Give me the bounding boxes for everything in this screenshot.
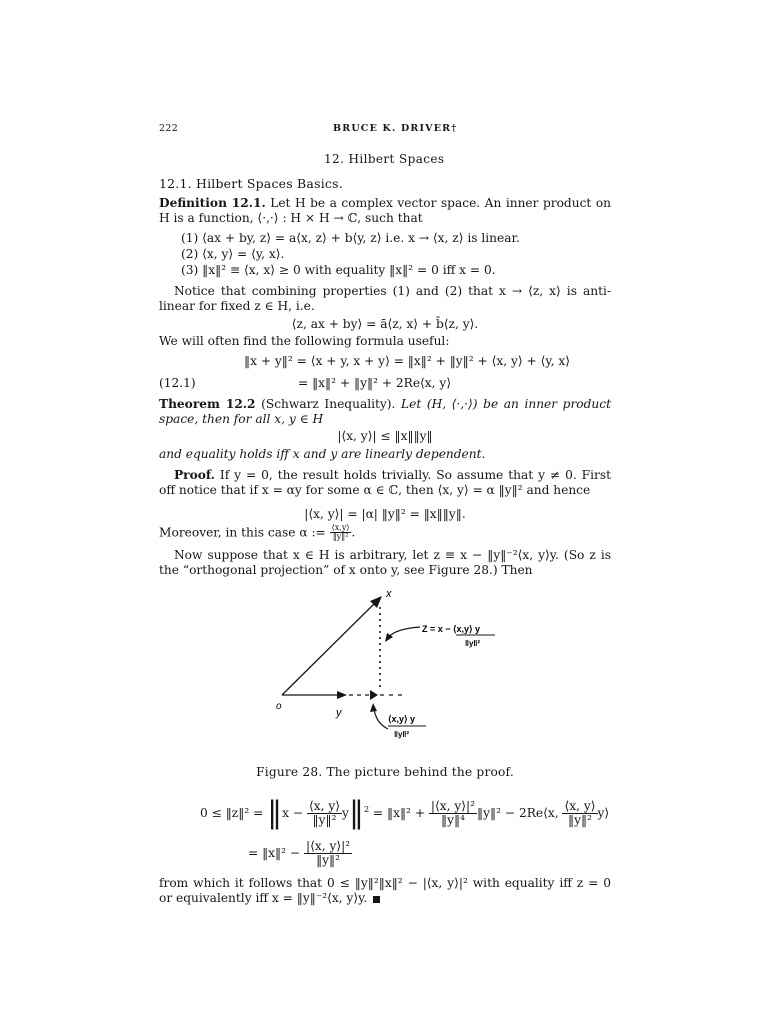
final-eq-fraction-4 [304,840,352,867]
norm-open: ‖ [267,795,283,831]
final-eq-inner-x: x − [282,805,304,820]
vector-y-arrowhead [337,691,347,699]
section-title: 12.1. Hilbert Spaces Basics. [159,176,343,191]
final-eq-fraction-3 [562,800,597,827]
theorem-paragraph [159,397,611,426]
alpha-numerator: ⟨x,y⟩ [331,523,350,532]
frac1-denominator: ‖y‖² [312,812,337,827]
final-eq-mid2: ‖y‖² − 2Re⟨x, [477,805,559,820]
frac4-denominator: ‖y‖² [316,852,341,867]
label-z-top: Z = x − ⟨x,y⟩ y [422,624,481,634]
frac4-numerator: |⟨x, y⟩|² [306,839,351,853]
final-eq-end: y⟩ [597,805,610,820]
moreover-line: Moreover, in this case α := $\frac{⟨x,y⟩}{\text{‖y‖²}}$ . [159,523,356,542]
z-pointer-curve [388,627,420,638]
final-eq-fraction-1 [307,800,342,827]
definition-item-1: (1) ⟨ax + by, z⟩ = a⟨x, z⟩ + b⟨y, z⟩ i.e. x → ⟨x, z⟩ is linear. [181,231,520,245]
alpha-fraction [330,524,352,542]
frac2-denominator: ‖y‖⁴ [440,812,465,827]
projection-pointer-curve [374,709,388,729]
theorem-tail: and equality holds iff x and y are linearly dependent. [159,447,486,461]
equation-12-1-line2: = ‖x‖² + ‖y‖² + 2Re⟨x, y⟩ [298,376,452,390]
frac3-numerator: ⟨x, y⟩ [564,799,596,813]
proof-label: Proof. [174,468,215,482]
vector-x-line [282,600,378,695]
label-projection-top: ⟨x,y⟩ y [388,714,416,724]
projection-pointer-arrowhead [370,703,377,712]
final-eq-inner-y: y [342,805,349,820]
final-equation-line2 [248,840,352,867]
label-origin: o [276,701,282,712]
frac3-denominator: ‖y‖² [568,812,592,827]
proof-paragraph-2: Now suppose that x ∈ H is arbitrary, let z ≡ x − ‖y‖⁻²⟨x, y⟩y. (So z is the “orthogonal projection” of x onto y, see Figure 28.) Then [159,548,611,577]
proof-paragraph-1 [159,468,611,497]
equation-12-1-line1: ‖x + y‖² = ⟨x + y, x + y⟩ = ‖x‖² + ‖y‖² + ⟨x, y⟩ + ⟨y, x⟩ [244,354,570,368]
schwarz-inequality: |⟨x, y⟩| ≤ ‖x‖‖y‖ [337,429,433,443]
label-x: x [386,588,392,600]
final-paragraph [159,876,611,905]
final-eq-lhs: 0 ≤ ‖z‖² = [200,805,264,820]
label-projection-bottom: ‖y‖² [394,730,410,739]
definition-text: Let H be a complex vector space. An inner product on H is a function, ⟨·,·⟩ : H × H → ℂ, such that [159,196,612,225]
frac2-numerator: |⟨x, y⟩|² [430,799,476,813]
final-equation-line1: 0 ≤ ‖z‖² = ‖x − $\frac{⟨x, y⟩}{\text{‖y‖²}}$ y‖$^2$ = ‖x‖² + $\frac{\text{|⟨x, y⟩|²}}{\text{‖y‖⁴}}$ ‖y‖² − 2Re⟨x, $\frac{⟨x, y⟩}{\text{‖y‖²}}$ y⟩ [200,795,610,831]
theorem-label: Theorem 12.2 [159,397,256,411]
norm-close: ‖ [348,795,364,831]
theorem-text: Let (H, ⟨·,·⟩) be an inner product space, then for all x, y ∈ H [159,397,612,426]
equation-number: (12.1) [159,376,196,390]
figure-caption: Figure 28. The picture behind the proof. [256,765,514,779]
notice-paragraph: Notice that combining properties (1) and (2) that x → ⟨z, x⟩ is anti-linear for fixed z ∈ H, i.e. [159,284,611,313]
qed-square-icon [373,896,380,903]
page-number: 222 [159,123,179,134]
definition-item-3: (3) ‖x‖² ≡ ⟨x, x⟩ ≥ 0 with equality ‖x‖² = 0 iff x = 0. [181,263,496,277]
proof-text-1: If y = 0, the result holds trivially. So assume that y ≠ 0. First off notice that if x = αy for some α ∈ ℂ, then ⟨x, y⟩ = α ‖y‖² and hence [159,468,612,497]
final-eq-line2-pre: = ‖x‖² − [248,845,301,860]
theorem-name: (Schwarz Inequality). [261,397,396,411]
chapter-title: 12. Hilbert Spaces [324,152,445,166]
projection-arrowhead [370,690,378,700]
definition-item-2: (2) ⟨x, y⟩ = ⟨y, x⟩. [181,247,285,261]
running-header-author: BRUCE K. DRIVER† [333,123,458,134]
moreover-text: Moreover, in this case α := [159,525,326,540]
final-eq-mid: = ‖x‖² + [372,805,426,820]
definition-label: Definition 12.1. [159,196,266,210]
label-y: y [336,707,342,719]
proof-equation-1: |⟨x, y⟩| = |α| ‖y‖² = ‖x‖‖y‖. [304,507,466,521]
antilinear-equation: ⟨z, ax + by⟩ = ā⟨z, x⟩ + b̄⟨z, y⟩. [291,317,479,331]
formula-intro: We will often find the following formula useful: [159,334,450,348]
definition-paragraph [159,196,611,225]
figure-28-diagram [270,585,520,750]
final-text: from which it follows that 0 ≤ ‖y‖²‖x‖² − |⟨x, y⟩|² with equality iff z = 0 or equivalently iff x = ‖y‖⁻²⟨x, y⟩y. [159,876,611,905]
final-eq-fraction-2 [429,800,477,827]
frac1-numerator: ⟨x, y⟩ [309,799,341,813]
alpha-denominator: ‖y‖² [332,532,349,542]
label-z-bottom: ‖y‖² [465,639,481,648]
